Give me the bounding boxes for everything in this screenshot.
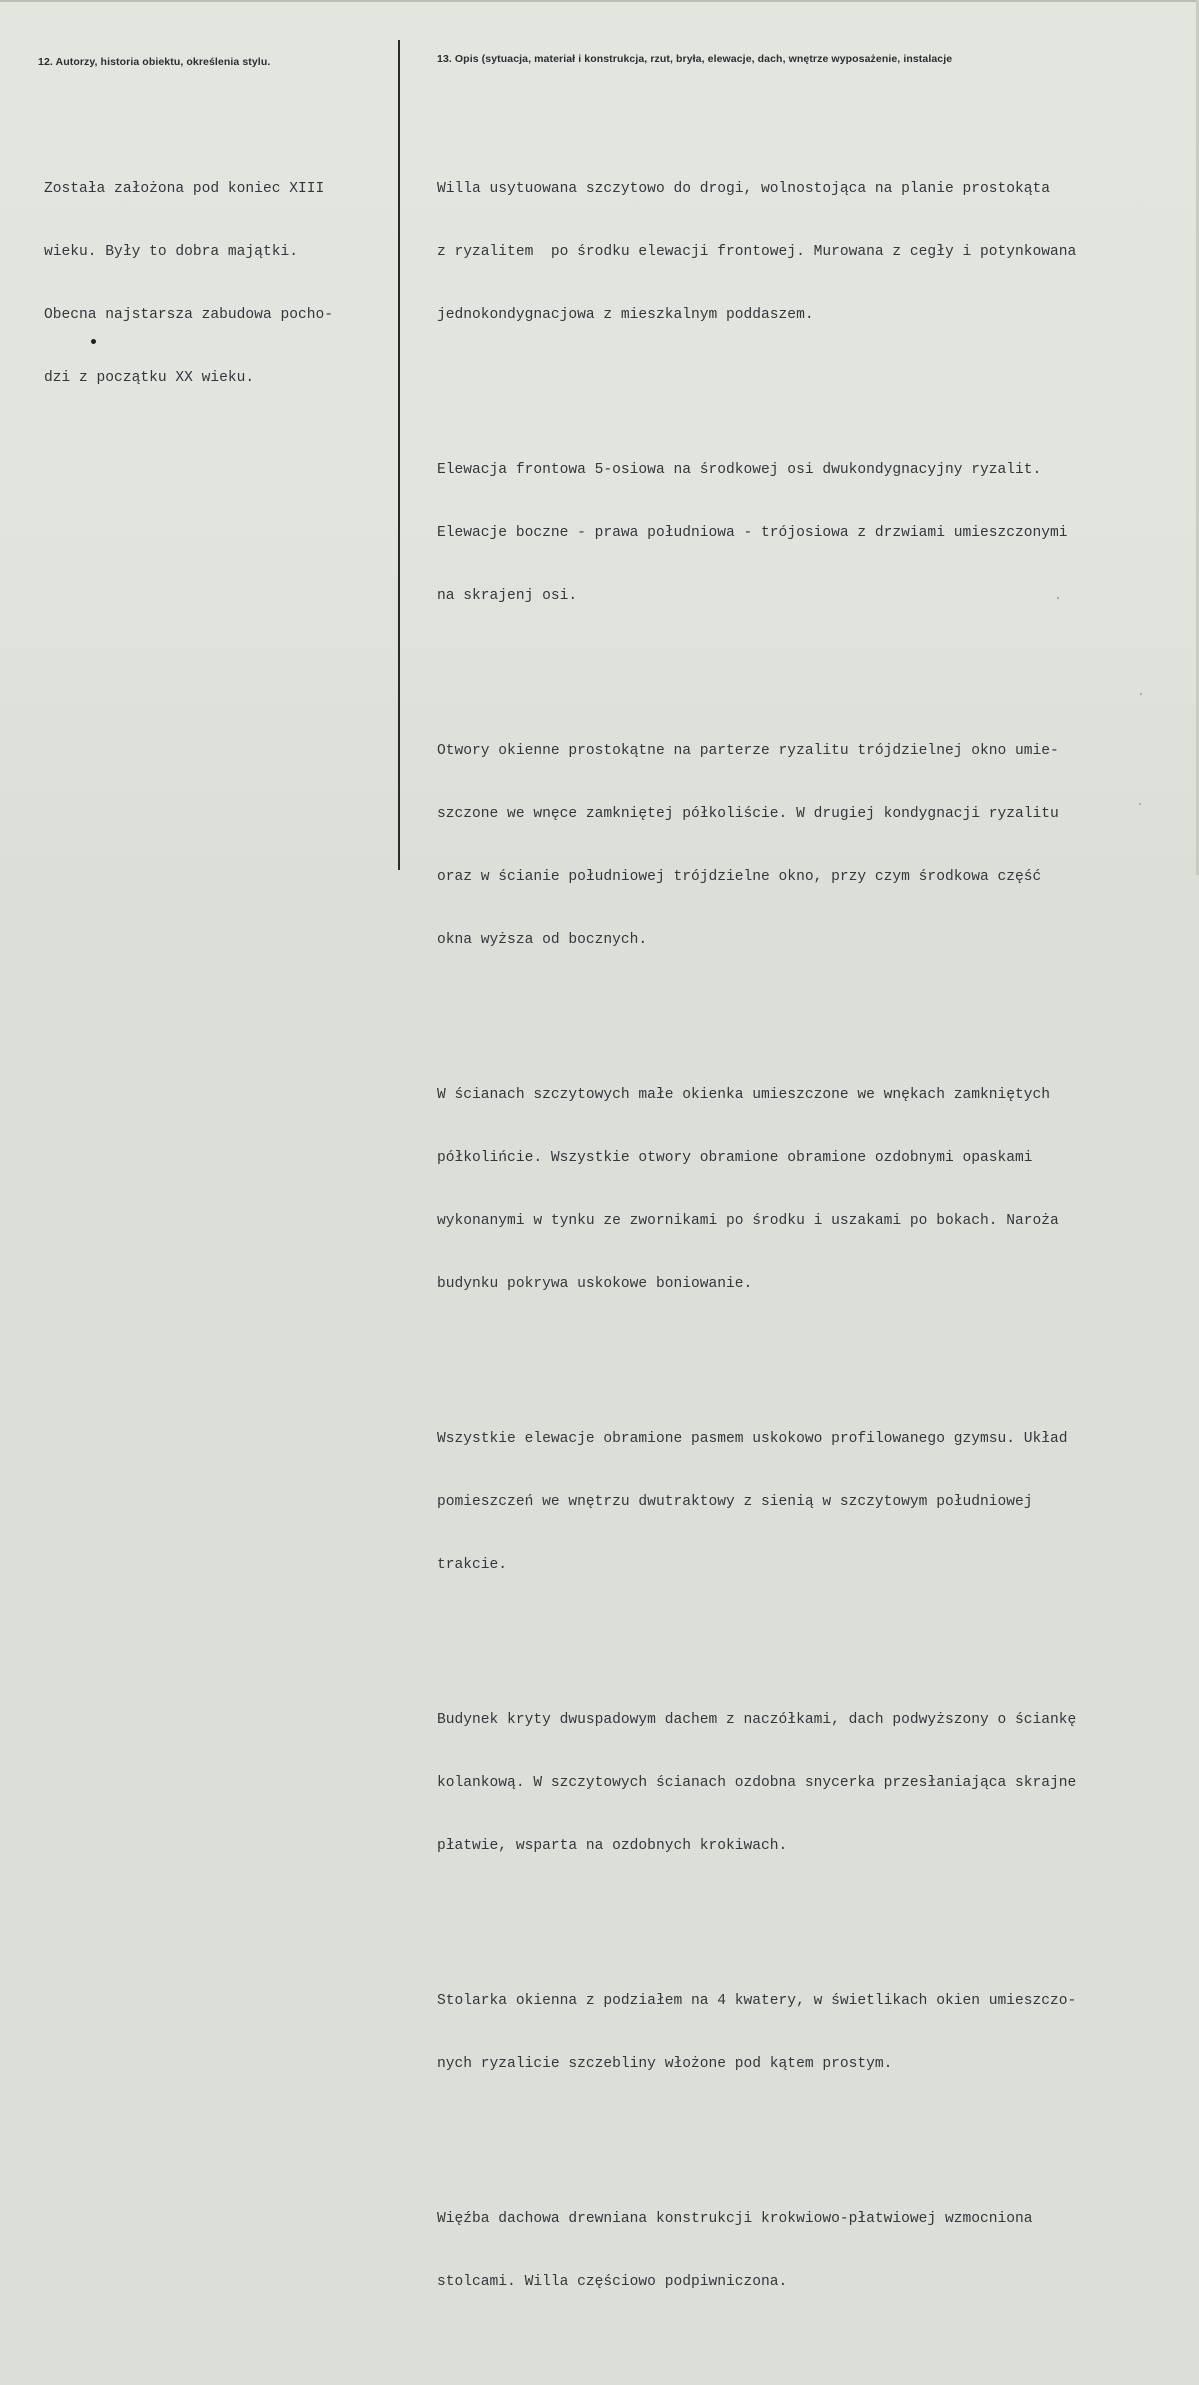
text-line: Stolarka okienna z podziałem na 4 kwatery, w świetlikach okien umieszczo-: [437, 1993, 1077, 2009]
text-line: na skrajenj osi.: [437, 588, 578, 604]
text-line: pomieszczeń we wnętrzu dwutraktowy z sienią w szczytowym południowej: [437, 1494, 1033, 1510]
text-line: okna wyższa od bocznych.: [437, 932, 648, 948]
text-line: płatwie, wsparta na ozdobnych krokiwach.: [437, 1838, 788, 1854]
ink-dot: [91, 339, 96, 344]
paper-speck: [1140, 693, 1142, 695]
text-line: dzi z początku XX wieku.: [44, 370, 255, 386]
text-line: Otwory okienne prostokątne na parterze ryzalitu trójdzielnej okno umie-: [437, 743, 1059, 759]
text-line: Obecna najstarsza zabudowa pocho-: [44, 307, 334, 323]
field-13-header: 13. Opis (sytuacja, materiał i konstrukcja, rzut, bryła, elewacje, dach, wnętrze wyposażenie, instalacje: [437, 53, 953, 65]
description-paragraph: [437, 2167, 1076, 2335]
history-text: [44, 95, 333, 481]
paper-speck: [1139, 803, 1141, 805]
text-line: kolankową. W szczytowych ścianach ozdobna snycerka przesłaniająca skrajne: [437, 1775, 1077, 1791]
text-line: oraz w ścianie południowej trójdzielne okno, przy czym środkowa część: [437, 869, 1042, 885]
description-paragraph: [437, 699, 1076, 993]
column-divider: [398, 40, 400, 870]
text-line: nych ryzalicie szczebliny włożone pod kątem prostym.: [437, 2056, 893, 2072]
text-line: Elewacja frontowa 5-osiowa na środkowej osi dwukondygnacyjny ryzalit.: [437, 462, 1042, 478]
text-line: Wszystkie elewacje obramione pasmem uskokowo profilowanego gzymsu. Układ: [437, 1431, 1068, 1447]
text-line: Została założona pod koniec XIII: [44, 181, 325, 197]
description-paragraph: [437, 418, 1076, 649]
description-paragraph: [437, 137, 1076, 368]
text-line: W ścianach szczytowych małe okienka umieszczone we wnękach zamkniętych: [437, 1087, 1051, 1103]
text-line: Więźba dachowa drewniana konstrukcji krokwiowo-płatwiowej wzmocniona: [437, 2211, 1033, 2227]
text-line: trakcie.: [437, 1557, 508, 1573]
description-paragraph: [437, 1949, 1076, 2117]
top-border: [0, 0, 1199, 2]
description-paragraph: [437, 1043, 1076, 1337]
text-line: wieku. Były to dobra majątki.: [44, 244, 298, 260]
description-text: [437, 95, 1076, 2385]
text-line: Willa usytuowana szczytowo do drogi, wolnostojąca na planie prostokąta: [437, 181, 1051, 197]
history-paragraph: [44, 137, 333, 431]
text-line: Budynek kryty dwuspadowym dachem z naczółkami, dach podwyższony o ściankę: [437, 1712, 1077, 1728]
text-line: półkolińcie. Wszystkie otwory obramione obramione ozdobnymi opaskami: [437, 1150, 1033, 1166]
description-paragraph: [437, 1387, 1076, 1618]
text-line: budynku pokrywa uskokowe boniowanie.: [437, 1276, 753, 1292]
field-12-header: 12. Autorzy, historia obiektu, określenia stylu.: [38, 56, 271, 68]
text-line: stolcami. Willa częściowo podpiwniczona.: [437, 2274, 788, 2290]
description-paragraph: [437, 1668, 1076, 1899]
text-line: z ryzalitem po środku elewacji frontowej. Murowana z cegły i potynkowana: [437, 244, 1077, 260]
text-line: jednokondygnacjowa z mieszkalnym poddaszem.: [437, 307, 814, 323]
text-line: Elewacje boczne - prawa południowa - trójosiowa z drzwiami umieszczonymi: [437, 525, 1068, 541]
text-line: szczone we wnęce zamkniętej półkoliście. W drugiej kondygnacji ryzalitu: [437, 806, 1059, 822]
text-line: wykonanymi w tynku ze zwornikami po środku i uszakami po bokach. Naroża: [437, 1213, 1059, 1229]
